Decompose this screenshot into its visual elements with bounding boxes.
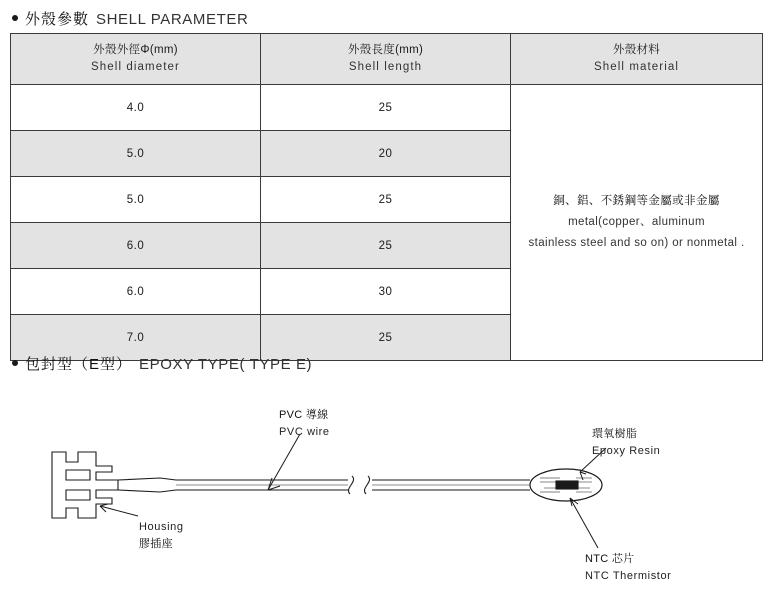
material-text-en-line2: stainless steel and so on) or nonmetal .	[528, 237, 745, 250]
cell-shell-length: 25	[261, 315, 511, 361]
cell-shell-diameter: 4.0	[11, 85, 261, 131]
label-pvc-wire	[279, 407, 330, 440]
header-cn: 外殼材料	[612, 44, 661, 57]
label-housing	[139, 519, 184, 552]
material-text-cn: 銅、鋁、不銹鋼等金屬或非金屬	[553, 194, 720, 207]
header-cn: 外殼外徑Φ(mm)	[93, 44, 178, 57]
label-pvc-wire-cn: PVC 導線	[279, 409, 329, 421]
cell-shell-length: 25	[261, 223, 511, 269]
cell-shell-diameter: 6.0	[11, 269, 261, 315]
cell-shell-length: 30	[261, 269, 511, 315]
bullet-icon	[12, 15, 18, 21]
header-en: Shell material	[593, 61, 680, 73]
cell-shell-diameter: 7.0	[11, 315, 261, 361]
shell-heading-cn: 外殼參數	[25, 11, 90, 28]
label-housing-en: Housing	[139, 521, 184, 533]
shell-parameter-table	[10, 33, 763, 361]
label-housing-cn: 膠插座	[139, 537, 173, 550]
table-header-row	[11, 34, 763, 85]
cell-shell-diameter: 5.0	[11, 131, 261, 177]
column-header-shell-material	[511, 34, 763, 85]
cell-shell-length: 25	[261, 177, 511, 223]
epoxy-type-heading	[12, 353, 312, 374]
cell-shell-diameter: 5.0	[11, 177, 261, 223]
cell-shell-length: 25	[261, 85, 511, 131]
cell-shell-length: 20	[261, 131, 511, 177]
table-header	[11, 34, 763, 85]
label-epoxy-resin-cn: 環氧樹脂	[592, 428, 638, 440]
epoxy-type-diagram	[0, 386, 774, 592]
header-en: Shell diameter	[91, 61, 180, 73]
column-header-shell-length	[261, 34, 511, 85]
table-body	[11, 85, 763, 361]
cell-shell-diameter: 6.0	[11, 223, 261, 269]
header-cn: 外殼長度(mm)	[347, 44, 424, 57]
table-row	[11, 85, 763, 131]
label-epoxy-resin-en: Epoxy Resin	[592, 444, 661, 457]
header-en: Shell length	[348, 61, 423, 73]
label-epoxy-resin	[592, 426, 660, 459]
epoxy-heading-cn: 包封型（E型）	[25, 356, 133, 373]
cell-shell-material	[511, 85, 763, 361]
column-header-shell-diameter	[11, 34, 261, 85]
shell-heading-en: SHELL PARAMETER	[96, 11, 249, 28]
material-text-en-line1: metal(copper、aluminum	[568, 215, 705, 228]
ntc-chip-shape	[556, 481, 578, 489]
label-ntc-thermistor-en: NTC Thermistor	[585, 569, 672, 582]
label-ntc-thermistor	[585, 551, 671, 584]
epoxy-heading-en: EPOXY TYPE( TYPE E)	[139, 356, 313, 373]
label-pvc-wire-en: PVC wire	[279, 425, 330, 438]
label-ntc-thermistor-cn: NTC 芯片	[585, 553, 635, 565]
shell-parameter-heading	[12, 8, 248, 29]
bullet-icon	[12, 360, 18, 366]
